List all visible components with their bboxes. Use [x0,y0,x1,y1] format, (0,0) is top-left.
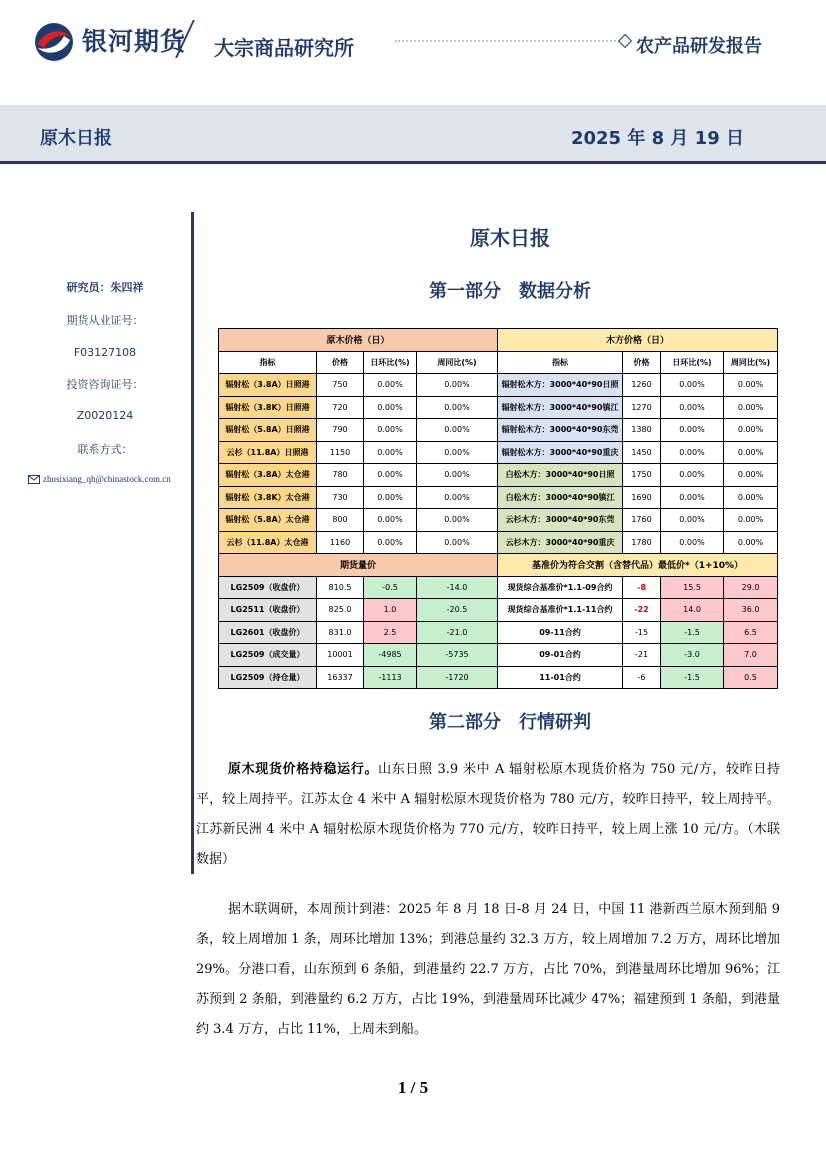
table-cell: 1780 [623,531,661,554]
basis-indicator: 现货综合基准价*1.1-11合约 [498,599,623,622]
table-cell: 16337 [317,666,364,689]
table-cell: 0.00% [661,531,724,554]
basis-indicator: 现货综合基准价*1.1-09合约 [498,576,623,599]
wood-indicator: 辐射松木方：3000*40*90日照 [498,374,623,397]
price-table [218,328,778,689]
report-title: 原木日报 [40,128,112,149]
table-cell: 0.00% [364,531,417,554]
table-cell: 1450 [623,441,661,464]
table-row [219,531,778,554]
table-cell: 10001 [317,644,364,667]
table-row [219,666,778,689]
table-cell: -6 [623,666,661,689]
column-header-row [219,351,778,374]
basis-indicator: 09-11合约 [498,621,623,644]
table-cell: 0.00% [417,396,498,419]
table-row [219,621,778,644]
table-cell: 0.00% [724,396,778,419]
table-cell: 0.00% [661,464,724,487]
table-cell: -1.5 [661,666,724,689]
basis-header: 基准价为符合交割（含替代品）最低价*（1+10%） [498,554,778,577]
table-cell: 1.0 [364,599,417,622]
table-cell: 0.00% [417,374,498,397]
table-row [219,419,778,442]
table-cell: 780 [317,464,364,487]
futures-indicator: LG2509（收盘价） [219,576,317,599]
table-cell: -1720 [417,666,498,689]
table-cell: 6.5 [724,621,778,644]
table-row [219,509,778,532]
table-cell: -3.0 [661,644,724,667]
basis-indicator: 11-01合约 [498,666,623,689]
column-header: 周同比(%) [417,351,498,374]
table-cell: 29.0 [724,576,778,599]
table-cell: 0.00% [364,441,417,464]
table-cell: 0.00% [661,374,724,397]
wood-indicator: 白松木方：3000*40*90镇江 [498,486,623,509]
sidebar-divider [191,212,194,874]
table-cell: -5735 [417,644,498,667]
table-cell: 810.5 [317,576,364,599]
wood-indicator: 白松木方：3000*40*90日照 [498,464,623,487]
table-cell: 720 [317,396,364,419]
table-cell: 0.00% [417,419,498,442]
table-cell: 1160 [317,531,364,554]
table-cell: 0.00% [661,419,724,442]
log-indicator: 云杉（11.8A）太仓港 [219,531,317,554]
table-cell: -4985 [364,644,417,667]
table-row [219,374,778,397]
table-cell: 750 [317,374,364,397]
table-cell: 0.00% [661,396,724,419]
table-cell: 0.00% [661,509,724,532]
table-cell: 0.00% [661,441,724,464]
paragraph-lead: 原木现货价格持稳运行。 [228,762,379,777]
main-title: 原木日报 [470,226,550,250]
table-cell: 825.0 [317,599,364,622]
wood-price-header: 木方价格（日） [498,329,778,352]
table-cell: 0.00% [724,374,778,397]
table-cell: -20.5 [417,599,498,622]
column-header: 价格 [623,351,661,374]
email-address[interactable]: zhusixiang_qh@chinastock.com.cn [43,474,171,484]
table-cell: 800 [317,509,364,532]
column-header: 指标 [498,351,623,374]
column-header: 价格 [317,351,364,374]
table-row [219,396,778,419]
paragraph-arrivals: 据木联调研，本周预计到港：2025 年 8 月 18 日-8 月 24 日，中国 11 港新西兰原木预到船 9 条，较上周增加 1 条，周环比增加 13%；到港总量约 32.3 万方，较上周增加 7.2 万方，周环比增加 29%。分港口看，山东预到 6 条船，到港量约 22.7 万方，占比 70%，到港量周环比增加 96%；江苏预到 2 条船，到港量约 6.2 万方，占比 19%，到港量周环比减少 47%；福建预到 1 条船，到港量约 3.4 万方，占比 11%，上周未到船。 [196,902,780,1037]
table-cell: -21.0 [417,621,498,644]
brand-name: 银河期货 [82,27,187,56]
table-cell: -1113 [364,666,417,689]
table-row [219,441,778,464]
table-cell: 36.0 [724,599,778,622]
table-cell: -8 [623,576,661,599]
table-cell: 7.0 [724,644,778,667]
table-cell: 0.00% [417,441,498,464]
table-cell: 1750 [623,464,661,487]
table-row [219,644,778,667]
table-cell: 1760 [623,509,661,532]
table-cell: 2.5 [364,621,417,644]
log-indicator: 辐射松（5.8A）太仓港 [219,509,317,532]
futures-header: 期货量价 [219,554,498,577]
wood-indicator: 云杉木方：3000*40*90东莞 [498,509,623,532]
futures-indicator: LG2511（收盘价） [219,599,317,622]
table-cell: 0.00% [724,464,778,487]
table-row [219,464,778,487]
paragraph-body: 山东日照 3.9 米中 A 辐射松原木现货价格为 750 元/方，较昨日持平，较上周持平。江苏太仓 4 米中 A 辐射松原木现货价格为 780 元/方，较昨日持平，较上周持平。江苏新民洲 4 米中 A 辐射松原木现货价格为 770 元/方，较昨日持平，较上周上涨 10 元/方。（木联数据） [196,762,780,867]
header-dotted-line [395,40,620,42]
table-cell: 0.00% [724,441,778,464]
diamond-icon [618,34,632,48]
table-cell: 0.00% [417,464,498,487]
table-cell: 0.00% [364,396,417,419]
table-cell: -15 [623,621,661,644]
column-header: 周同比(%) [724,351,778,374]
table-cell: 0.5 [724,666,778,689]
table-cell: 14.0 [661,599,724,622]
wood-indicator: 辐射松木方：3000*40*90东莞 [498,419,623,442]
researcher-name: 研究员：朱四祥 [66,281,144,294]
wood-indicator: 辐射松木方：3000*40*90重庆 [498,441,623,464]
table-cell: 1260 [623,374,661,397]
log-indicator: 辐射松（5.8A）日照港 [219,419,317,442]
table-cell: 1380 [623,419,661,442]
report-category: 农产品研发报告 [636,36,762,57]
table-cell: 0.00% [417,486,498,509]
mail-icon [28,475,40,484]
email-row[interactable] [28,474,171,484]
table-cell: -1.5 [661,621,724,644]
table-cell: 790 [317,419,364,442]
license-number: F03127108 [73,346,137,359]
table-cell: 0.00% [724,531,778,554]
futures-indicator: LG2601（收盘价） [219,621,317,644]
table-row [219,576,778,599]
table-cell: -14.0 [417,576,498,599]
table-cell: 1150 [317,441,364,464]
page-number: 1 / 5 [397,1078,429,1097]
table-row [219,599,778,622]
wood-indicator: 辐射松木方：3000*40*90镇江 [498,396,623,419]
section-heading-data: 第一部分 数据分析 [429,281,591,302]
table-cell: 0.00% [364,509,417,532]
log-indicator: 辐射松（3.8A）日照港 [219,374,317,397]
section-heading-analysis: 第二部分 行情研判 [429,712,591,733]
futures-indicator: LG2509（持仓量） [219,666,317,689]
log-indicator: 辐射松（3.8A）太仓港 [219,464,317,487]
table-cell: 0.00% [364,419,417,442]
report-date: 2025 年 8 月 19 日 [570,128,744,149]
futures-indicator: LG2509（成交量） [219,644,317,667]
basis-indicator: 09-01合约 [498,644,623,667]
wood-indicator: 云杉木方：3000*40*90重庆 [498,531,623,554]
table-cell: 0.00% [364,374,417,397]
table-cell: 0.00% [724,419,778,442]
table-cell: -22 [623,599,661,622]
table-cell: 730 [317,486,364,509]
table-cell: 0.00% [364,464,417,487]
brand-logo-icon [34,22,74,62]
table-cell: 1270 [623,396,661,419]
table-cell: 15.5 [661,576,724,599]
table-cell: -0.5 [364,576,417,599]
log-indicator: 辐射松（3.8K）日照港 [219,396,317,419]
license-label: 期货从业证号： [66,314,144,327]
table-cell: 831.0 [317,621,364,644]
column-header: 日环比(%) [364,351,417,374]
institute-name: 大宗商品研究所 [214,36,354,60]
consult-number: Z0020124 [76,409,134,422]
table-cell: -21 [623,644,661,667]
column-header: 指标 [219,351,317,374]
table-cell: 0.00% [364,486,417,509]
table-cell: 1690 [623,486,661,509]
table-header-row [219,329,778,352]
table-cell: 0.00% [417,531,498,554]
table-cell: 0.00% [724,486,778,509]
table-row [219,486,778,509]
table-cell: 0.00% [661,486,724,509]
table-cell: 0.00% [724,509,778,532]
paragraph-spot-price [196,755,780,875]
column-header: 日环比(%) [661,351,724,374]
section-header-row [219,554,778,577]
contact-label: 联系方式： [77,443,133,456]
log-indicator: 云杉（11.8A）日照港 [219,441,317,464]
log-price-header: 原木价格（日） [219,329,498,352]
consult-label: 投资咨询证号： [66,378,144,391]
table-cell: 0.00% [417,509,498,532]
log-indicator: 辐射松（3.8K）太仓港 [219,486,317,509]
